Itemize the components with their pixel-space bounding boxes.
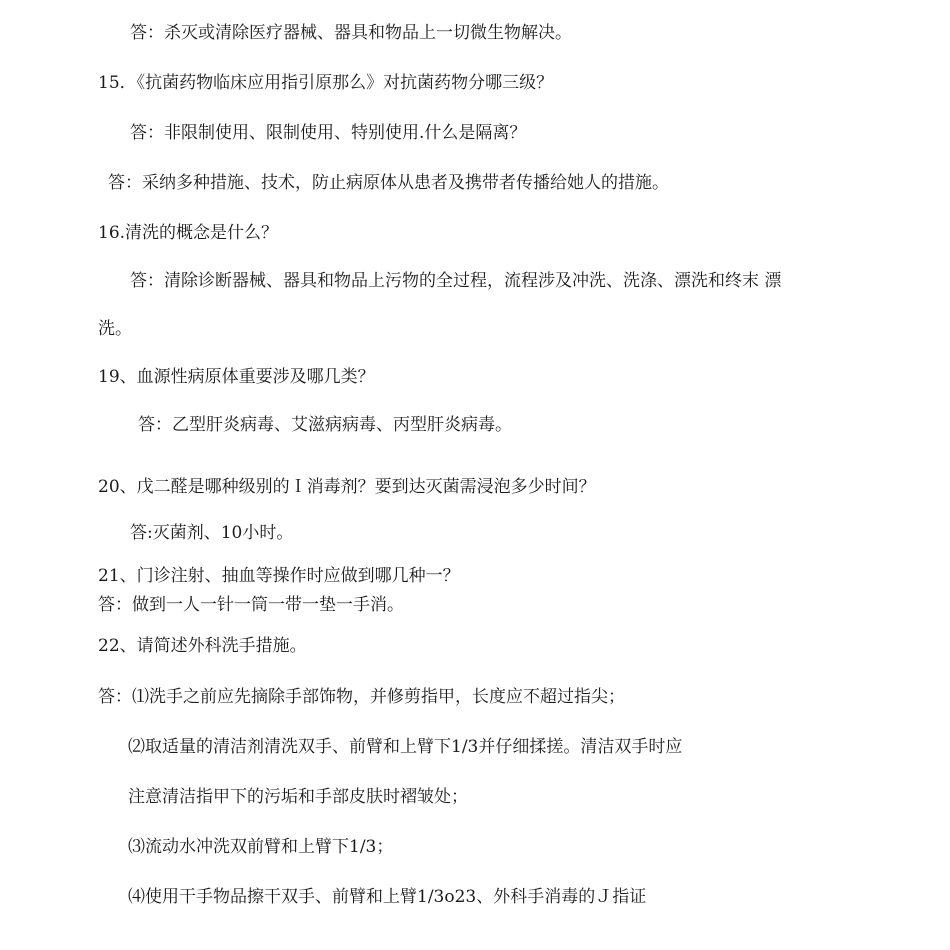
question-19: 19、血源性病原体重要涉及哪几类？ bbox=[98, 367, 375, 387]
question-22: 22、请简述外科洗手措施。 bbox=[98, 636, 307, 656]
answer-21: 答：做到一人一针一筒一带一垫一手消。 bbox=[98, 595, 404, 615]
answer-22-step-2: ⑵取适量的清洁剂清洗双手、前臂和上臂下1/3并仔细揉搓。清洁双手时应 bbox=[128, 737, 683, 757]
answer-20: 答:灭菌剂、10小时。 bbox=[130, 523, 294, 543]
answer-16-line-2: 洗。 bbox=[98, 319, 132, 339]
answer-16-line-1: 答：清除诊断器械、器具和物品上污物的全过程，流程涉及冲洗、洗涤、漂洗和终末 漂 bbox=[130, 271, 782, 291]
question-21: 21、门诊注射、抽血等操作时应做到哪几种一？ bbox=[98, 566, 460, 586]
question-20: 20、戊二醛是哪种级别的Ｉ消毒剂？要到达灭菌需浸泡多少时间？ bbox=[98, 477, 596, 497]
answer-19: 答：乙型肝炎病毒、艾滋病病毒、丙型肝炎病毒。 bbox=[138, 415, 512, 435]
question-16: 16.清洗的概念是什么？ bbox=[98, 223, 279, 243]
answer-22-step-1: 答：⑴洗手之前应先摘除手部饰物，并修剪指甲，长度应不超过指尖； bbox=[98, 687, 625, 707]
question-15: 15．《抗菌药物临床应用指引原那么》对抗菌药物分哪三级？ bbox=[98, 73, 554, 93]
answer-isolation: 答：采纳多种措施、技术，防止病原体从患者及携带者传播给她人的措施。 bbox=[108, 173, 669, 193]
answer-22-step-4: ⑷使用干手物品擦干双手、前臂和上臂1/3o23、外科手消毒的Ｊ指证 bbox=[128, 887, 647, 907]
answer-14: 答：杀灭或清除医疗器械、器具和物品上一切微生物解决。 bbox=[130, 23, 572, 43]
answer-15: 答：非限制使用、限制使用、特别使用.什么是隔离？ bbox=[130, 123, 527, 143]
answer-22-step-3: ⑶流动水冲洗双前臂和上臂下1/3； bbox=[128, 837, 394, 857]
answer-22-step-2-cont: 注意清洁指甲下的污垢和手部皮肤时褶皱处； bbox=[128, 787, 468, 807]
